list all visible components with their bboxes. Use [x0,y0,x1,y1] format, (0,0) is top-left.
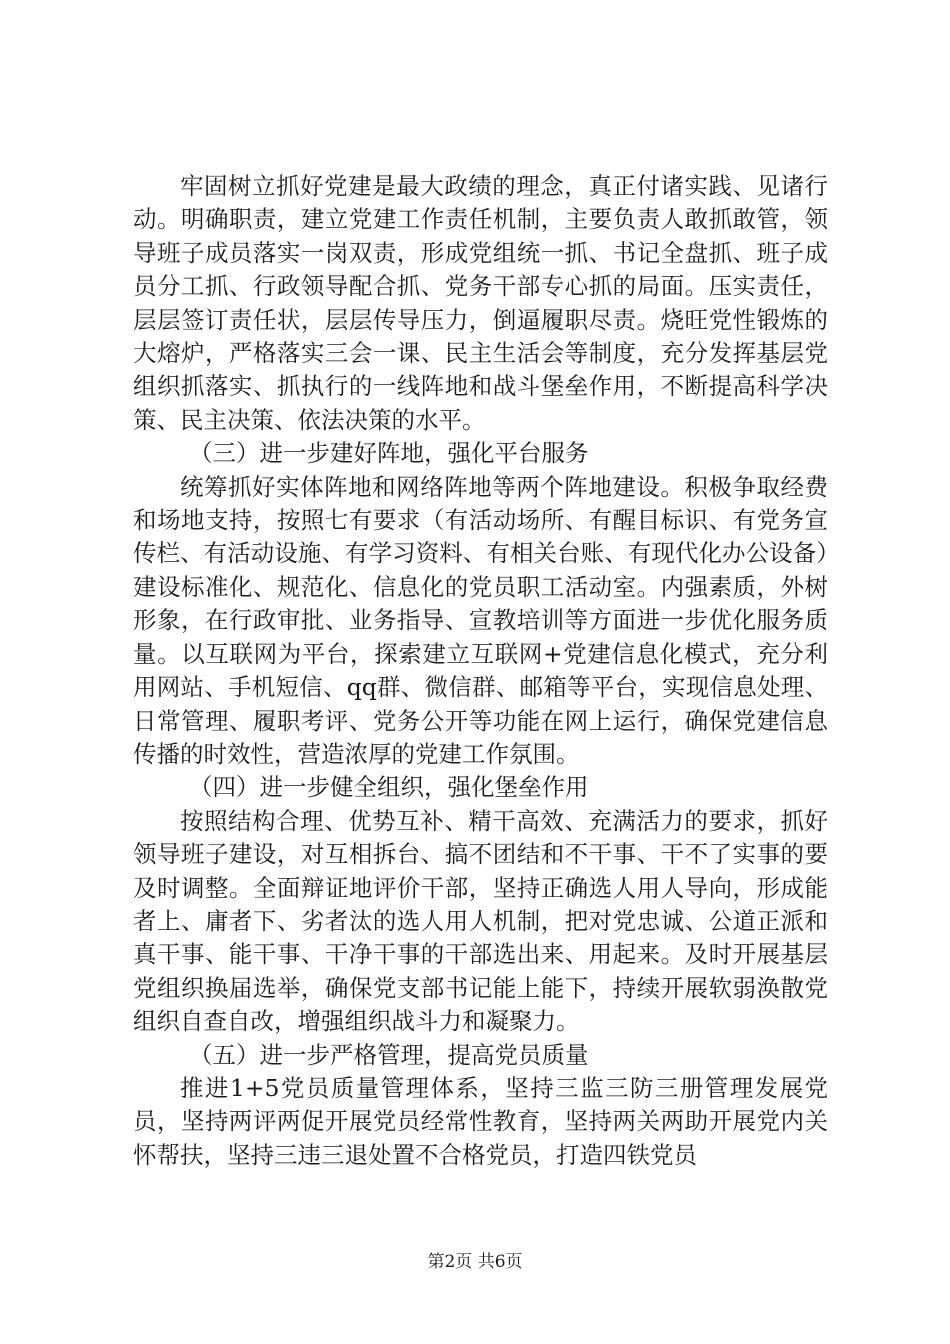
paragraph-management: 推进1+5党员质量管理体系，坚持三监三防三册管理发展党员，坚持两评两促开展党员经常性教育，坚持两关两助开展党内关怀帮扶，坚持三违三退处置不合格党员，打造四铁党员 [133,1073,828,1169]
page-number-footer: 第2页 共6页 [427,1252,523,1272]
section-heading-4: （四）进一步健全组织，强化堡垒作用 [189,773,589,802]
paragraph-responsibility: 牢固树立抓好党建是最大政绩的理念，真正付诸实践、见诸行动。明确职责，建立党建工作责任机制，主要负责人敢抓敢管，领导班子成员落实一岗双责，形成党组统一抓、书记全盘抓、班子成员分工抓、行政领导配合抓、党务干部专心抓的局面。压实责任，层层签订责任状，层层传导压力，倒逼履职尽责。烧旺党性锻炼的大熔炉，严格落实三会一课、民主生活会等制度，充分发挥基层党组织抓落实、抓执行的一线阵地和战斗堡垒作用，不断提高科学决策、民主决策、依法决策的水平。 [133,172,828,434]
paragraph-organization: 按照结构合理、优势互补、精干高效、充满活力的要求，抓好领导班子建设，对互相拆台、搞不团结和不干事、干不了实事的要及时调整。全面辩证地评价干部，坚持正确选人用人导向，形成能者上、庸者下、劣者汰的选人用人机制，把对党忠诚、公道正派和真干事、能干事、干净干事的干部选出来、用起来。及时开展基层党组织换届选举，确保党支部书记能上能下，持续开展软弱涣散党组织自查自改，增强组织战斗力和凝聚力。 [133,806,828,1036]
paragraph-positions: 统筹抓好实体阵地和网络阵地等两个阵地建设。积极争取经费和场地支持，按照七有要求（有活动场所、有醒目标识、有党务宣传栏、有活动设施、有学习资料、有相关台账、有现代化办公设备）建设标准化、规范化、信息化的党员职工活动室。内强素质，外树形象，在行政审批、业务指导、宣教培训等方面进一步优化服务质量。以互联网为平台，探索建立互联网+党建信息化模式，充分利用网站、手机短信、qq群、微信群、邮箱等平台，实现信息处理、日常管理、履职考评、党务公开等功能在网上运行，确保党建信息传播的时效性，营造浓厚的党建工作氛围。 [133,472,828,768]
section-heading-3: （三）进一步建好阵地，强化平台服务 [189,439,589,468]
document-body [133,170,828,1172]
section-heading-5: （五）进一步严格管理，提高党员质量 [189,1040,589,1069]
